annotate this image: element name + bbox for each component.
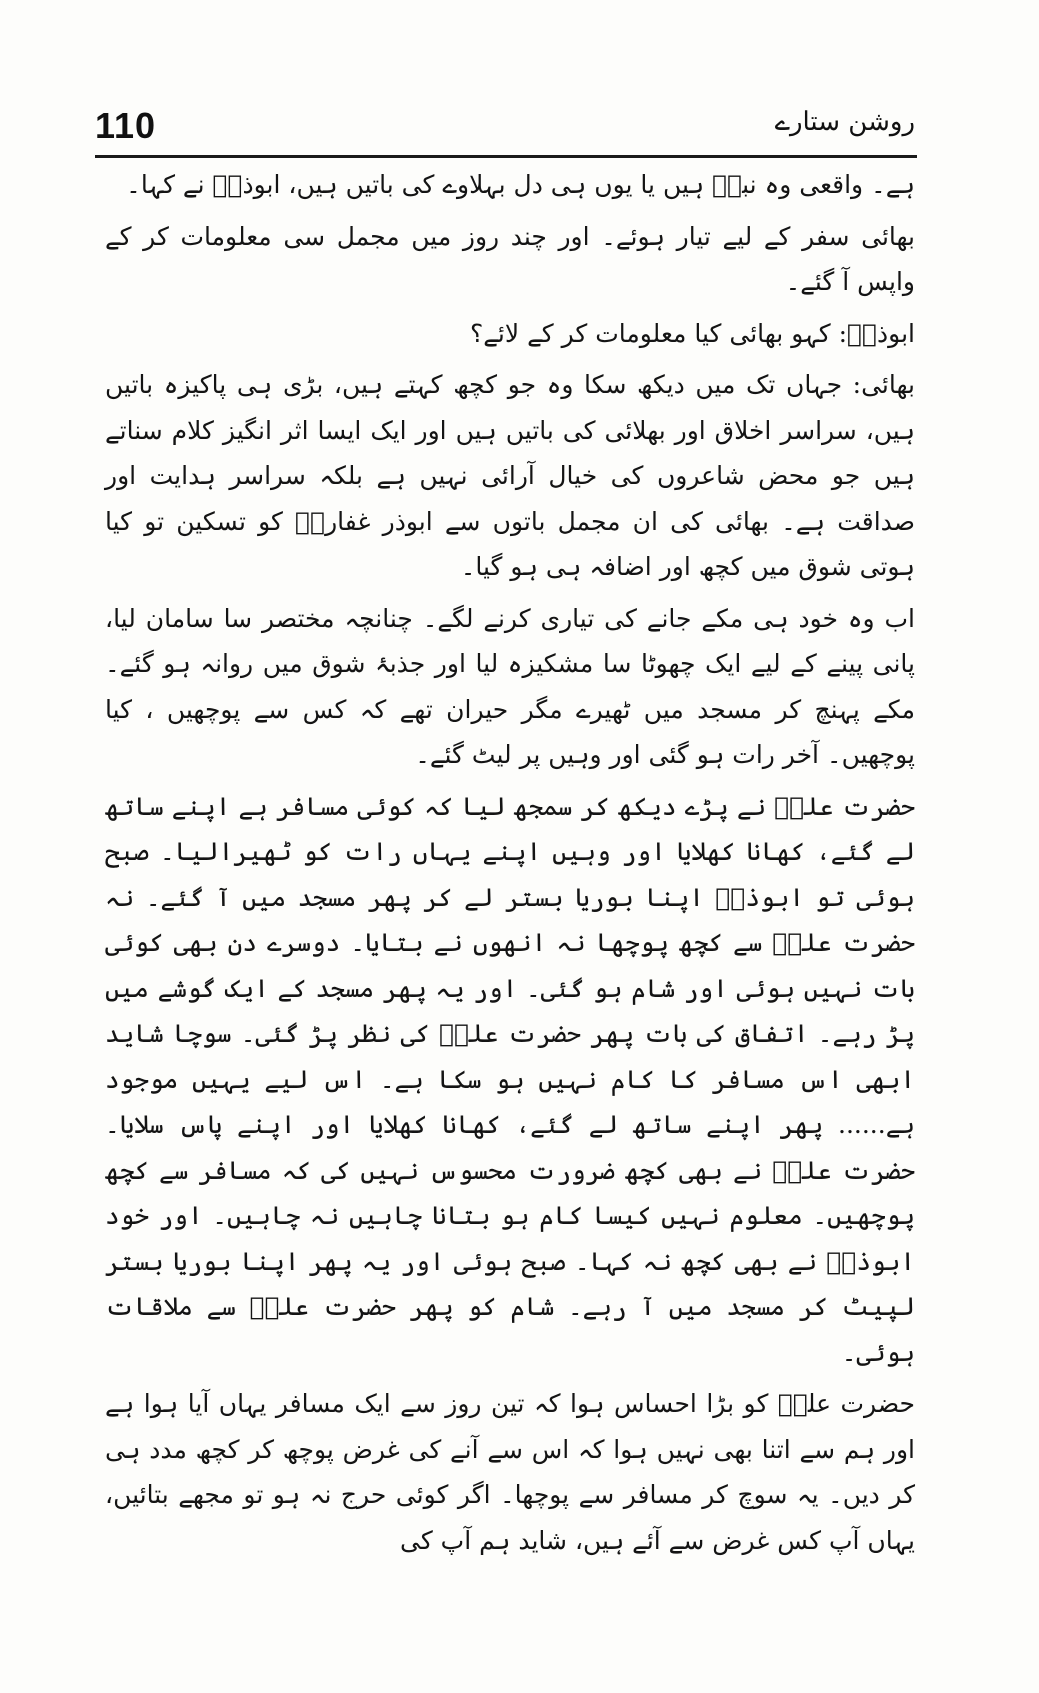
paragraph-3: ابوذرؓ: کہو بھائی کیا معلومات کر کے لائے؟ <box>470 318 915 348</box>
paragraph-4: بھائی: جہاں تک میں دیکھ سکا وہ جو کچھ کہتے ہیں، بڑی ہی پاکیزہ باتیں ہیں، سراسر اخلاق اور بھلائی کی باتیں ہیں اور ایک ایسا اثر انگیز کلام سناتے ہیں جو محض شاعروں کی خیال آرائی نہیں ہے بلکہ سراسر ہدایت اور صداقت ہے۔ بھائی کی ان مجمل باتوں سے ابوذر غفاریؓ کو تسکین تو کیا ہوتی شوق میں کچھ اور اضافہ ہی ہو گیا۔ <box>105 370 915 581</box>
page-number: 110 <box>95 105 157 146</box>
body-text <box>105 162 915 1569</box>
page-header <box>95 105 915 157</box>
paragraph-7: حضرت علیؓ کو بڑا احساس ہوا کہ تین روز سے ایک مسافر یہاں آیا ہوا ہے اور ہم سے اتنا بھی نہیں ہوا کہ اس سے آنے کی غرض پوچھ کر کچھ مدد ہی کر دیں۔ یہ سوچ کر مسافر سے پوچھا۔ اگر کوئی حرج نہ ہو تو مجھے بتائیں، یہاں آپ کس غرض سے آئے ہیں، شاید ہم آپ کی <box>105 1389 915 1555</box>
paragraph-6: حضرت علیؓ نے پڑے دیکھ کر سمجھ لیا کہ کوئی مسافر ہے اپنے ساتھ لے گئے، کھانا کھلایا اور وہیں اپنے یہاں رات کو ٹھیرالیا۔ صبح ہوئی تو ابوذرؓ اپنا بوریا بستر لے کر پھر مسجد میں آ گئے۔ نہ حضرت علیؓ سے کچھ پوچھا نہ انھوں نے بتایا۔ دوسرے دن بھی کوئی بات نہیں ہوئی اور شام ہو گئی۔ اور یہ پھر مسجد کے ایک گوشے میں پڑ رہے۔ اتفاق کی بات پھر حضرت علیؓ کی نظر پڑ گئی۔ سوچا شاید ابھی اس مسافر کا کام نہیں ہو سکا ہے۔ اس لیے یہیں موجود ہے...... پھر اپنے ساتھ لے گئے، کھانا کھلایا اور اپنے پاس سلایا۔ حضرت علیؓ نے بھی کچھ ضرورت محسوس نہیں کی کہ مسافر سے کچھ پوچھیں۔ معلوم نہیں کیسا کام ہو بتانا چاہیں نہ چاہیں۔ اور خود ابوذرؓ نے بھی کچھ نہ کہا۔ صبح ہوئی اور یہ پھر اپنا بوریا بستر لپیٹ کر مسجد میں آ رہے۔ شام کو پھر حضرت علیؓ سے ملاقات ہوئی۔ <box>105 791 915 1367</box>
paragraph-2: بھائی سفر کے لیے تیار ہوئے۔ اور چند روز میں مجمل سی معلومات کر کے واپس آ گئے۔ <box>105 221 915 296</box>
header-rule <box>95 155 917 158</box>
paragraph-5: اب وہ خود ہی مکے جانے کی تیاری کرنے لگے۔ چنانچہ مختصر سا سامان لیا، پانی پینے کے لیے ایک چھوٹا سا مشکیزہ لیا اور جذبۂ شوق میں روانہ ہو گئے۔ مکے پہنچ کر مسجد میں ٹھیرے مگر حیران تھے کہ کس سے پوچھیں ، کیا پوچھیں۔ آخر رات ہو گئی اور وہیں پر لیٹ گئے۔ <box>105 603 915 769</box>
paragraph-1: ہے۔ واقعی وہ نبیؐ ہیں یا یوں ہی دل بہلاوے کی باتیں ہیں، ابوذرؓ نے کہا۔ <box>126 170 915 199</box>
running-title: روشن ستارے <box>774 107 915 137</box>
